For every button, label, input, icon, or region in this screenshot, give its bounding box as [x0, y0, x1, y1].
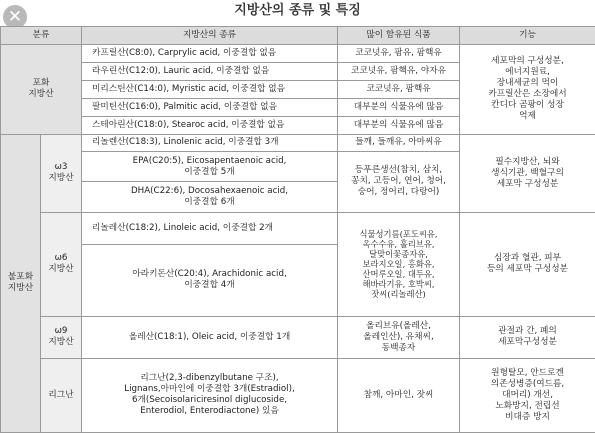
- table-row: [1, 358, 595, 432]
- saturated-function: 세포막의 구성성분, 에너지원료, 장내세균의 먹이 카프릴산은 소장에서 칸디다 곰팡이 성장 억제: [460, 44, 595, 134]
- fatty-acid-name: 아라키돈산(C20:4), Arachidonic acid, 이중결합 4개: [82, 244, 338, 316]
- table-row: [1, 44, 595, 62]
- food-cell: 올리브유(올레산, 올레인산), 유채씨, 동백종자: [338, 316, 460, 358]
- unsaturated-label: 불포화 지방산: [1, 134, 41, 432]
- header-function: 기능: [460, 27, 595, 45]
- fatty-acid-table: [0, 26, 595, 433]
- header-class: 분류: [1, 27, 82, 45]
- page-title: 지방산의 종류 및 특징: [234, 3, 361, 18]
- food-cell: 대부분의 식물유에 많음: [338, 98, 460, 116]
- header-foods: 많이 함유된 식품: [338, 27, 460, 45]
- fatty-acid-name: 올레산(C18:1), Oleic acid, 이중결합 1개: [82, 316, 338, 358]
- fatty-acid-name: 리놀레산(C18:2), Linoleic acid, 이중결합 2개: [82, 213, 338, 245]
- food-cell: 코코넛유, 팜유, 팜핵유: [338, 44, 460, 62]
- table-row: [1, 213, 595, 245]
- omega3-label: ω3 지방산: [41, 134, 82, 212]
- header-type: 지방산의 종류: [82, 27, 338, 45]
- omega6-function: 심장과 혈관, 피부 등의 세포막 구성성분: [460, 213, 595, 317]
- fatty-acid-name: 카프릴산(C8:0), Carprylic acid, 이중결합 없음: [82, 44, 338, 62]
- food-cell: 등푸른생선(참치, 삼치, 꽁치, 고등어, 연어, 청어, 숭어, 정어리, 다랑어): [338, 151, 460, 212]
- table-row: [1, 134, 595, 151]
- fatty-acid-name: 미리스틴산(C14:0), Myristic acid, 이중결합 없음: [82, 80, 338, 98]
- saturated-label: 포화 지방산: [1, 44, 82, 134]
- food-cell: 대부분의 식물유에 많음: [338, 116, 460, 134]
- food-cell: 참깨, 아마인, 잣씨: [338, 358, 460, 432]
- lignan-function: 원형탈모, 안드로겐 의존성병증(여드름, 대머리) 개선, 노화방지, 전립선 비대증 방지: [460, 358, 595, 432]
- fatty-acid-name: DHA(C22:6), Docosahexaenoic acid, 이중결합 6개: [82, 182, 338, 213]
- header-row: [1, 27, 595, 45]
- fatty-acid-name: 라우린산(C12:0), Lauric acid, 이중결합 없음: [82, 62, 338, 80]
- fatty-acid-name: 리놀렌산(C18:3), Linolenic acid, 이중결합 3개: [82, 134, 338, 151]
- lignan-label: 리그난: [41, 358, 82, 432]
- food-cell: 코코넛유, 팜핵유: [338, 80, 460, 98]
- fatty-acid-name: 리그난(2,3-dibenzylbutane 구조), Lignans,아마인에 이중결합 3개(Estradiol), 6개(Secoisolariciresinol diglucoside, Enterodiol, Enterodiactone) 있음: [82, 358, 338, 432]
- fatty-acid-name: 팔미틴산(C16:0), Palmitic acid, 이중결합 없음: [82, 98, 338, 116]
- food-cell: 들깨, 들깨유, 아마씨유: [338, 134, 460, 151]
- fatty-acid-name: 스테아린산(C18:0), Stearoc acid, 이중결합 없음: [82, 116, 338, 134]
- food-cell: 코코넛유, 팜핵유, 야자유: [338, 62, 460, 80]
- omega9-label: ω9 지방산: [41, 316, 82, 358]
- omega3-function: 필수지방산, 뇌와 생식기관, 백혈구의 세포막 구성성분: [460, 134, 595, 212]
- table-row: [1, 316, 595, 358]
- close-icon[interactable]: ✕: [3, 5, 27, 29]
- omega9-function: 관절과 간, 폐의 세포막구성성분: [460, 316, 595, 358]
- fatty-acid-name: EPA(C20:5), Eicosapentaenoic acid, 이중결합 5개: [82, 151, 338, 182]
- omega6-label: ω6 지방산: [41, 213, 82, 317]
- food-cell: 식물성기름(포도씨유, 옥수수유, 홀리브유, 달맞이꽃종자유, 보라지오일, 홍화유, 산머루오일, 대두유, 해바라기유, 호박씨, 잣씨(리놀레산): [338, 213, 460, 317]
